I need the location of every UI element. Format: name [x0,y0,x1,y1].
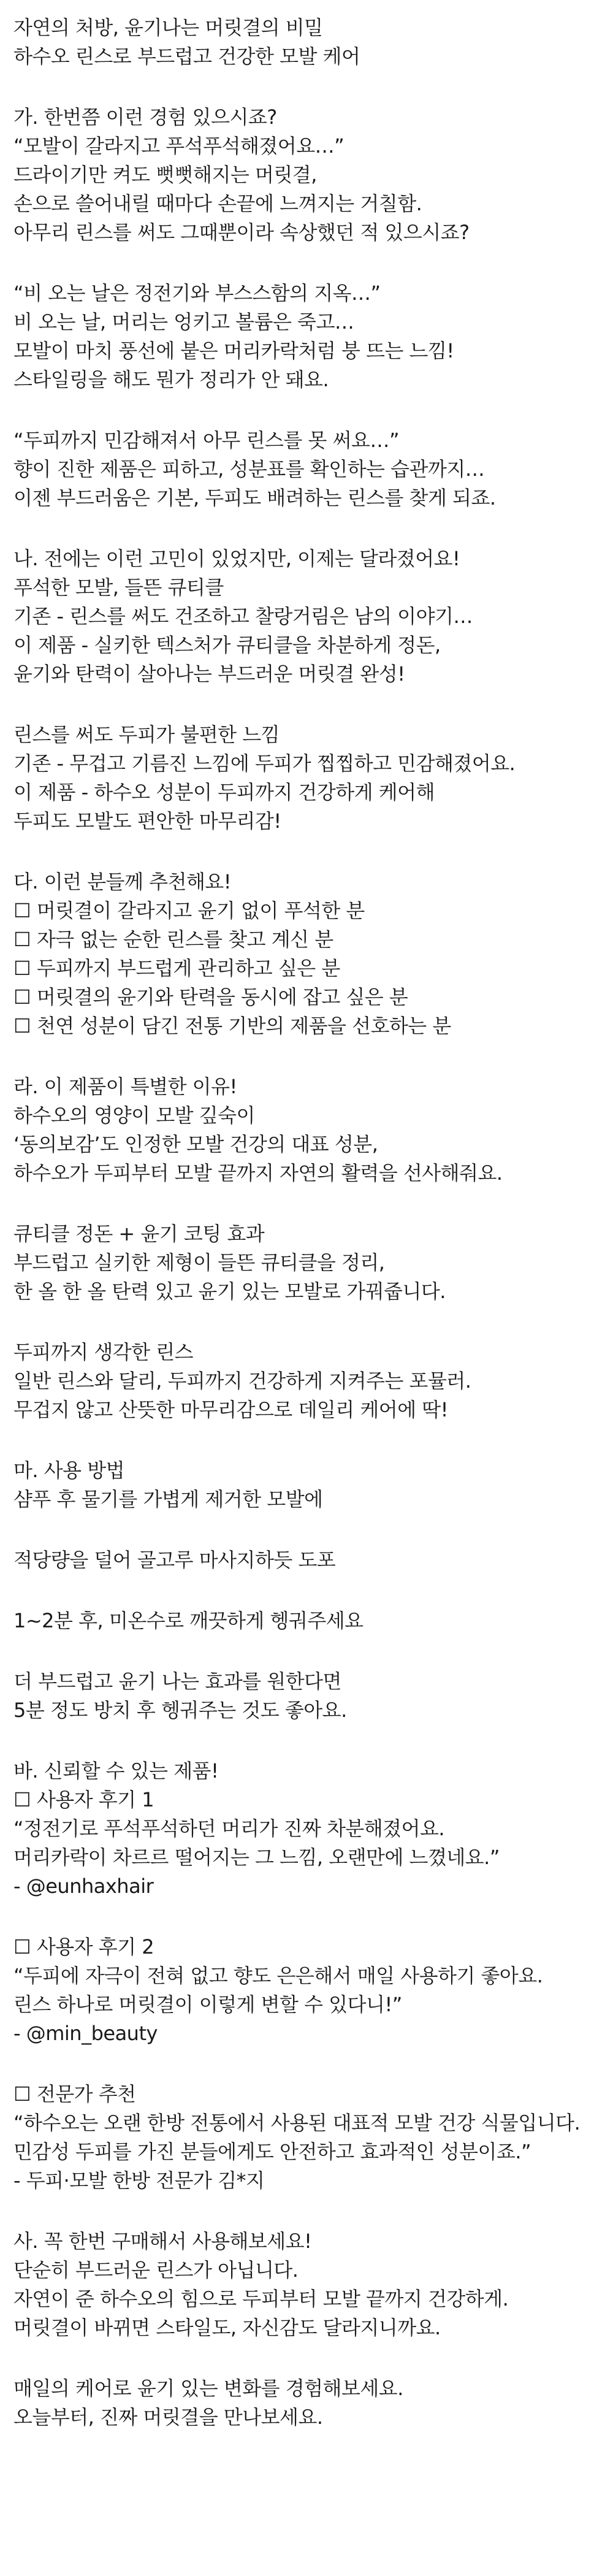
text-line: 하수오의 영양이 모발 깊숙이 [13,1104,255,1127]
text-line: 자연의 처방, 윤기나는 머릿결의 비밀 [13,16,323,39]
text-line: 마. 사용 방법 [13,1459,125,1482]
text-line: “두피에 자극이 전혀 없고 향도 은은해서 매일 사용하기 좋아요. [13,1964,543,1987]
text-block [13,868,600,1041]
text-line: ☐ 자극 없는 순한 린스를 찾고 계신 분 [13,928,333,951]
text-line: 기존 - 무겁고 기름진 느낌에 두피가 찝찝하고 민감해졌어요. [13,752,516,775]
text-line: 손으로 쓸어내릴 때마다 손끝에 느껴지는 거칠함. [13,192,422,215]
text-block [13,1456,600,1514]
text-line: “하수오는 오랜 한방 전통에서 사용된 대표적 모발 건강 식물입니다. [13,2111,581,2135]
text-block [13,2227,600,2342]
text-line: ☐ 전문가 추천 [13,2082,136,2106]
text-line: 단순히 부드러운 린스가 아닙니다. [13,2258,299,2282]
text-line: 린스 하나로 머릿결이 이렇게 변할 수 있다니!” [13,1993,402,2016]
text-block [13,1933,600,2048]
text-block [13,103,600,247]
text-line: 드라이기만 켜도 뻣뻣해지는 머릿결, [13,163,317,186]
text-line: 두피까지 생각한 린스 [13,1340,194,1364]
text-line: 하수오 린스로 부드럽고 건강한 모발 케어 [13,45,360,68]
text-line: ☐ 천연 성분이 담긴 전통 기반의 제품을 선호하는 분 [13,1014,451,1038]
text-line: 윤기와 탄력이 살아나는 부드러운 머릿결 완성! [13,662,405,686]
text-line: 오늘부터, 진짜 머릿결을 만나보세요. [13,2406,323,2429]
text-line: - @min_beauty [13,2022,158,2045]
text-line: 5분 정도 방치 후 헹궈주는 것도 좋아요. [13,1699,347,1722]
text-line: 부드럽고 실키한 제형이 들뜬 큐티클을 정리, [13,1251,385,1274]
text-line: 민감성 두피를 가진 분들에게도 안전하고 효과적인 성분이죠.” [13,2140,531,2163]
text-line: “정전기로 푸석푸석하던 머리가 진짜 차분해졌어요. [13,1817,445,1840]
text-block [13,13,600,71]
text-line: “두피까지 민감해져서 아무 린스를 못 써요…” [13,429,400,452]
text-line: 한 올 한 올 탄력 있고 윤기 있는 모발로 가꿔줍니다. [13,1280,446,1303]
text-line: 샴푸 후 물기를 가볍게 제거한 모발에 [13,1488,323,1511]
text-line: 기존 - 린스를 써도 건조하고 찰랑거림은 남의 이야기… [13,605,473,628]
text-line: 머리카락이 차르르 떨어지는 그 느낌, 오랜만에 느꼈네요.” [13,1846,500,1869]
text-line: 이 제품 - 실키한 텍스처가 큐티클을 차분하게 정돈, [13,633,441,657]
text-line: 이젠 부드러움은 기본, 두피도 배려하는 린스를 찾게 되죠. [13,486,496,510]
text-line: 나. 전에는 이런 고민이 있었지만, 이제는 달라졌어요! [13,547,460,570]
text-line: 두피도 모발도 편안한 마무리감! [13,809,281,833]
text-line: 린스를 써도 두피가 불편한 느낌 [13,723,280,746]
text-line: 가. 한번쯤 이런 경험 있으시죠? [13,105,277,129]
text-block [13,426,600,513]
text-line: - 두피·모발 한방 전문가 김*지 [13,2169,265,2192]
text-block [13,2080,600,2195]
text-line: 스타일링을 해도 뭔가 정리가 안 돼요. [13,368,329,391]
text-line: ‘동의보감’도 인정한 모발 건강의 대표 성분, [13,1133,378,1156]
text-line: 자연이 준 하수오의 힘으로 두피부터 모발 끝까지 건강하게. [13,2287,509,2310]
text-line: ☐ 두피까지 부드럽게 관리하고 싶은 분 [13,957,340,980]
text-line: 라. 이 제품이 특별한 이유! [13,1075,237,1098]
text-line: 매일의 케어로 윤기 있는 변화를 경험해보세요. [13,2377,403,2400]
text-line: 일반 린스와 달리, 두피까지 건강하게 지켜주는 포뮬러. [13,1369,471,1393]
text-line: 향이 진한 제품은 피하고, 성분표를 확인하는 습관까지… [13,457,485,481]
text-block [13,279,600,394]
text-line: 푸석한 모발, 들뜬 큐티클 [13,576,224,599]
text-block [13,1607,600,1635]
text-line: ☐ 사용자 후기 2 [13,1935,154,1959]
text-line: 하수오가 두피부터 모발 끝까지 자연의 활력을 선사해줘요. [13,1161,503,1185]
text-line: ☐ 머릿결이 갈라지고 윤기 없이 푸석한 분 [13,899,365,922]
text-line: 비 오는 날, 머리는 엉키고 볼륨은 죽고… [13,310,354,334]
text-line: “비 오는 날은 정전기와 부스스함의 지옥…” [13,281,381,305]
text-block [13,720,600,836]
text-line: 다. 이런 분들께 추천해요! [13,870,232,893]
text-line: 1~2분 후, 미온수로 깨끗하게 헹궈주세요 [13,1609,364,1632]
text-block [13,545,600,689]
text-block [13,1220,600,1306]
text-block [13,1757,600,1901]
text-line: ☐ 머릿결의 윤기와 탄력을 동시에 잡고 싶은 분 [13,985,408,1009]
text-line: “모발이 갈라지고 푸석푸석해졌어요…” [13,134,345,158]
text-block [13,1338,600,1424]
text-line: - @eunhaxhair [13,1875,154,1898]
text-line: ☐ 사용자 후기 1 [13,1788,154,1811]
text-block [13,2374,600,2432]
text-block [13,1072,600,1188]
text-line: 무겁지 않고 산뜻한 마무리감으로 데일리 케어에 딱! [13,1398,449,1421]
text-line: 아무리 린스를 써도 그때뿐이라 속상했던 적 있으시죠? [13,221,470,244]
text-line: 바. 신뢰할 수 있는 제품! [13,1759,219,1783]
text-block [13,1667,600,1725]
text-line: 큐티클 정돈 + 윤기 코팅 효과 [13,1222,265,1245]
text-line: 적당량을 덜어 골고루 마사지하듯 도포 [13,1548,336,1572]
text-line: 사. 꼭 한번 구매해서 사용해보세요! [13,2230,312,2253]
text-block [13,1546,600,1575]
text-line: 더 부드럽고 윤기 나는 효과를 원한다면 [13,1670,341,1693]
text-line: 머릿결이 바뀌면 스타일도, 자신감도 달라지니까요. [13,2316,441,2339]
text-line: 모발이 마치 풍선에 붙은 머리카락처럼 붕 뜨는 느낌! [13,339,454,362]
text-line: 이 제품 - 하수오 성분이 두피까지 건강하게 케어해 [13,781,435,804]
